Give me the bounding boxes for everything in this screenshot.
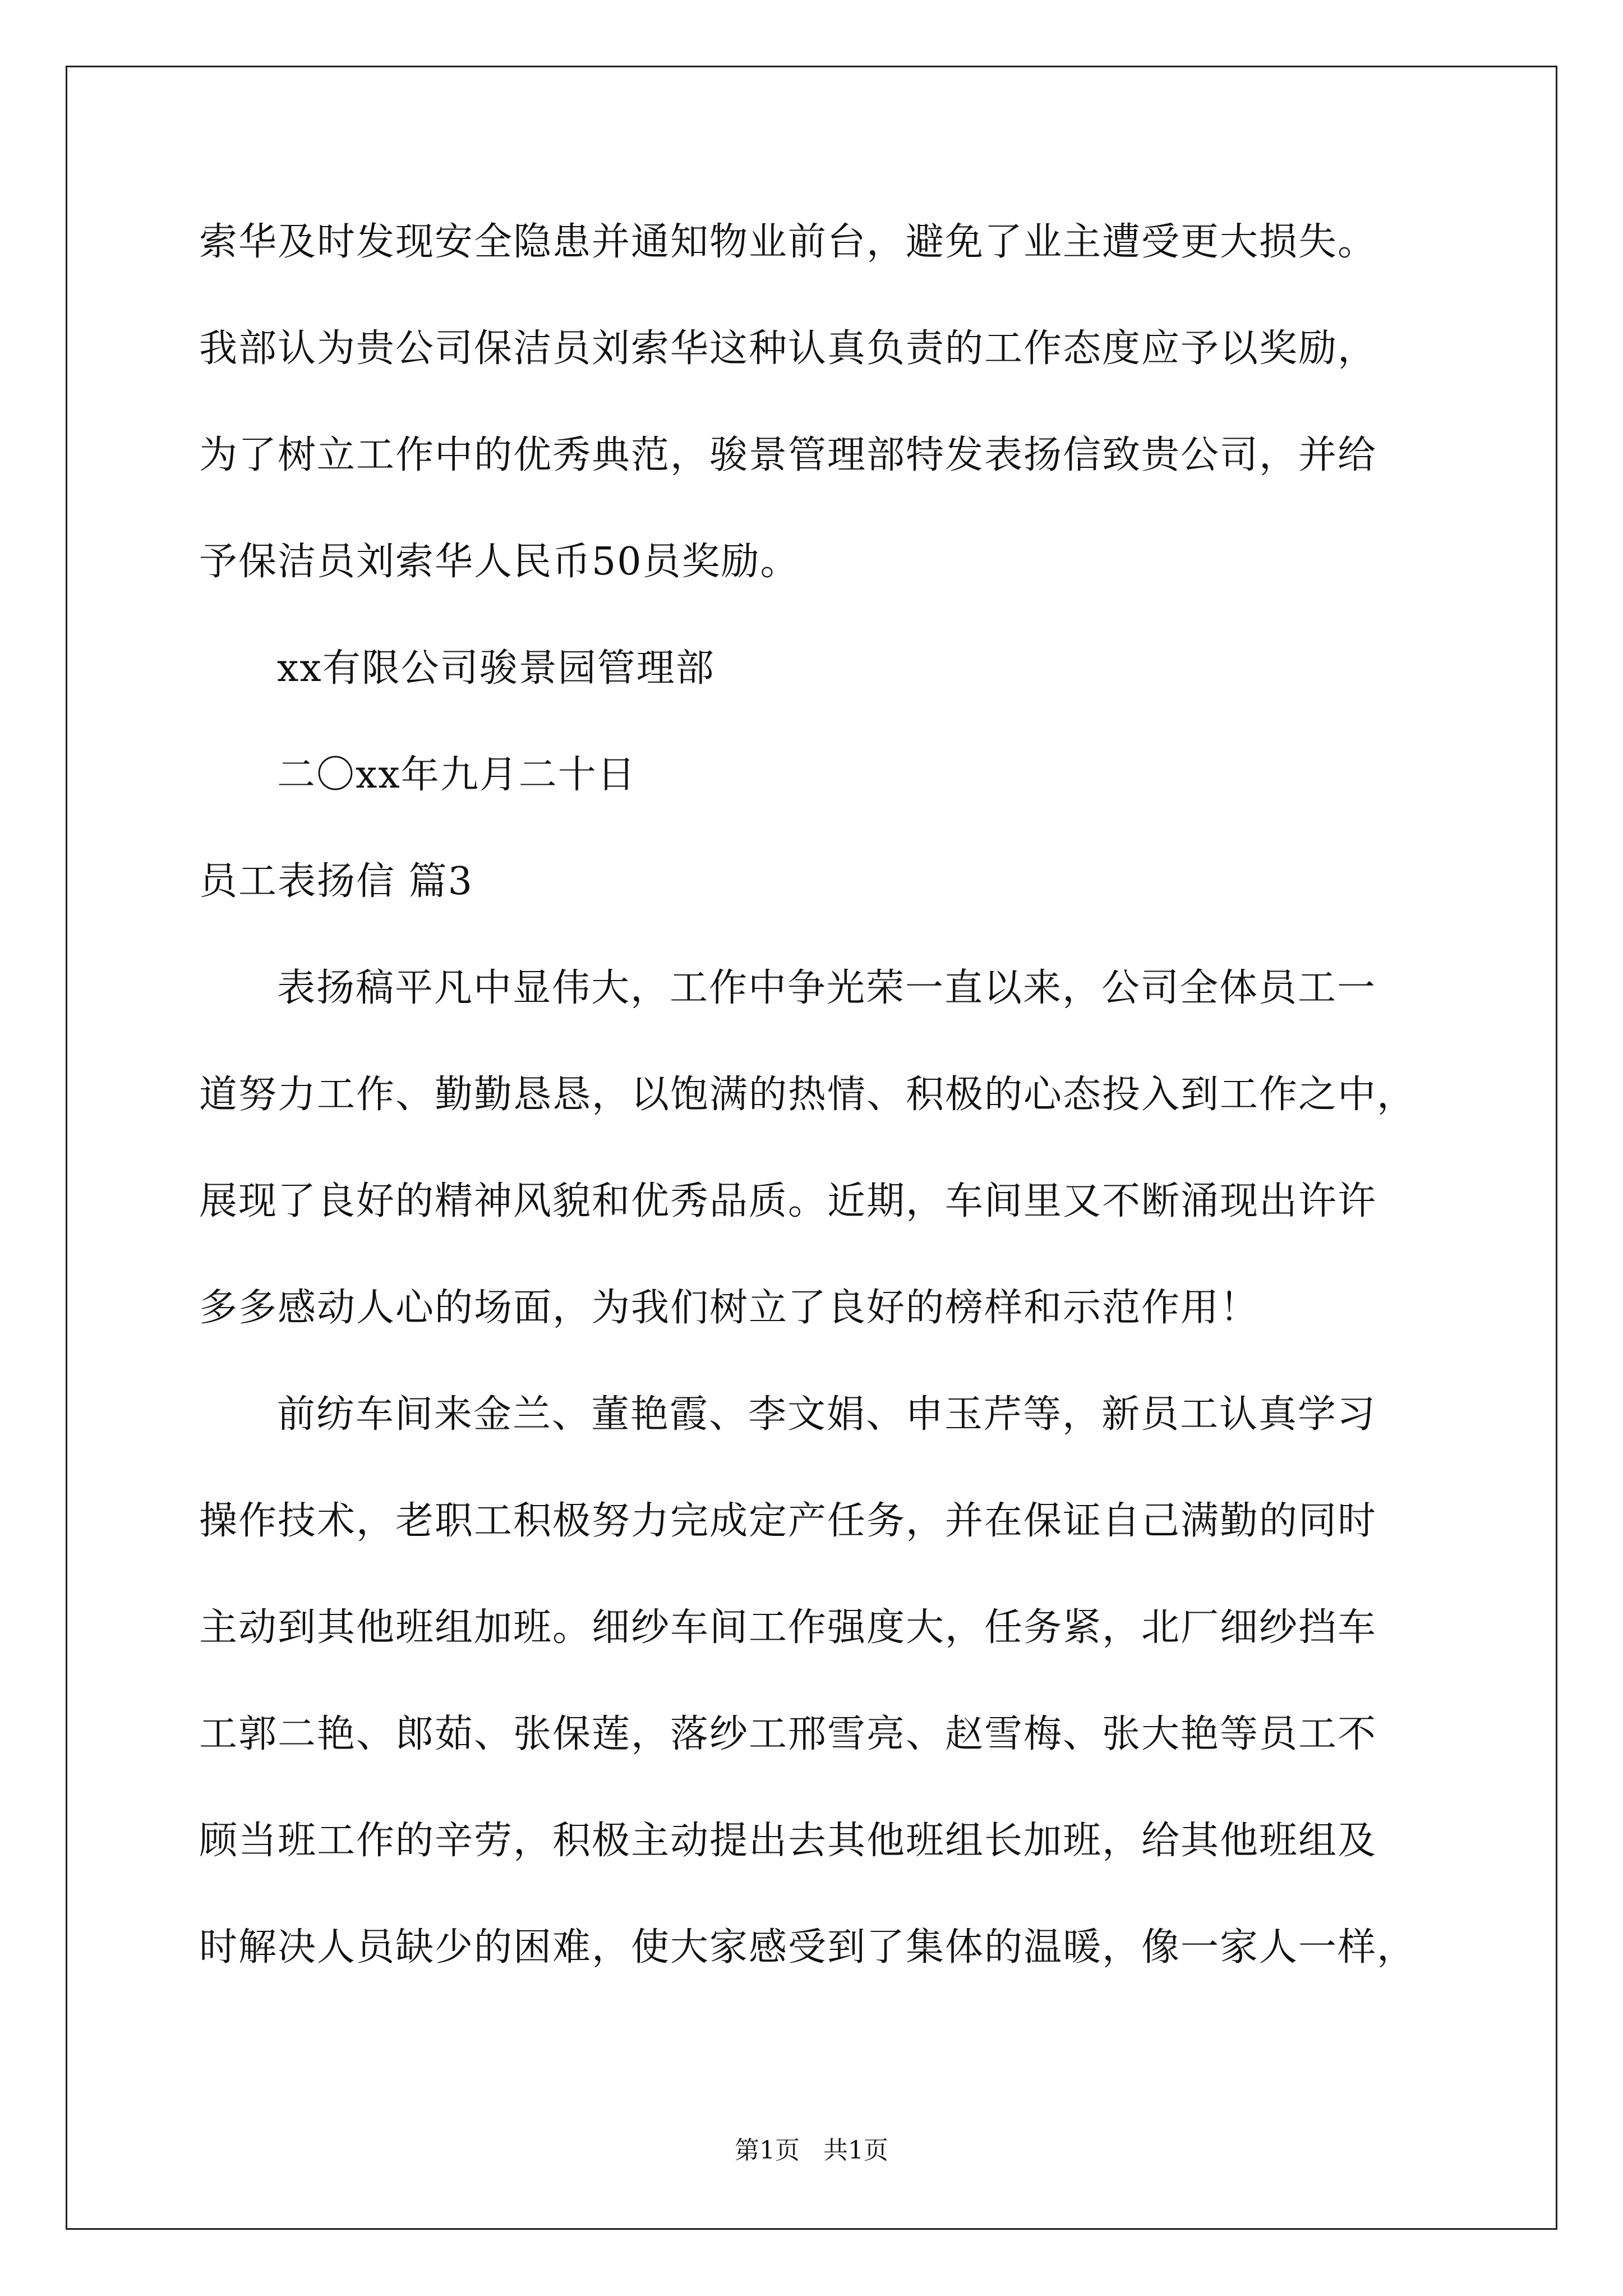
body-text-line: 工郭二艳、郎茹、张保莲，落纱工邢雪亮、赵雪梅、张大艳等员工不 <box>199 1712 1377 1756</box>
body-text-line: 主动到其他班组加班。细纱车间工作强度大，任务紧，北厂细纱挡车 <box>199 1605 1377 1650</box>
body-text-line: 表扬稿平凡中显伟大，工作中争光荣一直以来，公司全体员工一 <box>277 966 1377 1010</box>
body-text-line: 操作技术，老职工积极努力完成定产任务，并在保证自己满勤的同时 <box>199 1499 1377 1543</box>
body-text-line: 前纺车间来金兰、董艳霞、李文娟、申玉芹等，新员工认真学习 <box>277 1392 1377 1437</box>
body-text-line: 道努力工作、勤勤恳恳，以饱满的热情、积极的心态投入到工作之中， <box>199 1073 1417 1117</box>
body-text-line: 为了树立工作中的优秀典范，骏景管理部特发表扬信致贵公司，并给 <box>199 433 1377 477</box>
section-heading: 员工表扬信 篇3 <box>199 859 473 904</box>
page-border <box>66 66 1557 2230</box>
body-text-line: 展现了良好的精神风貌和优秀品质。近期，车间里又不断涌现出许许 <box>199 1179 1377 1223</box>
body-text-line: 我部认为贵公司保洁员刘索华这种认真负责的工作态度应予以奖励， <box>199 326 1377 371</box>
signature-date: 二〇xx年九月二十日 <box>277 753 637 797</box>
page-footer: 第1页 共1页 <box>735 2136 888 2165</box>
signature-organization: xx有限公司骏景园管理部 <box>277 646 715 691</box>
body-text-line: 予保洁员刘索华人民币50员奖励。 <box>199 540 800 584</box>
body-text-line: 索华及时发现安全隐患并通知物业前台，避免了业主遭受更大损失。 <box>199 220 1377 264</box>
body-text-line: 时解决人员缺少的困难，使大家感受到了集体的温暖，像一家人一样， <box>199 1925 1417 1970</box>
body-text-line: 多多感动人心的场面，为我们树立了良好的榜样和示范作用！ <box>199 1286 1260 1330</box>
body-text-line: 顾当班工作的辛劳，积极主动提出去其他班组长加班，给其他班组及 <box>199 1819 1377 1863</box>
